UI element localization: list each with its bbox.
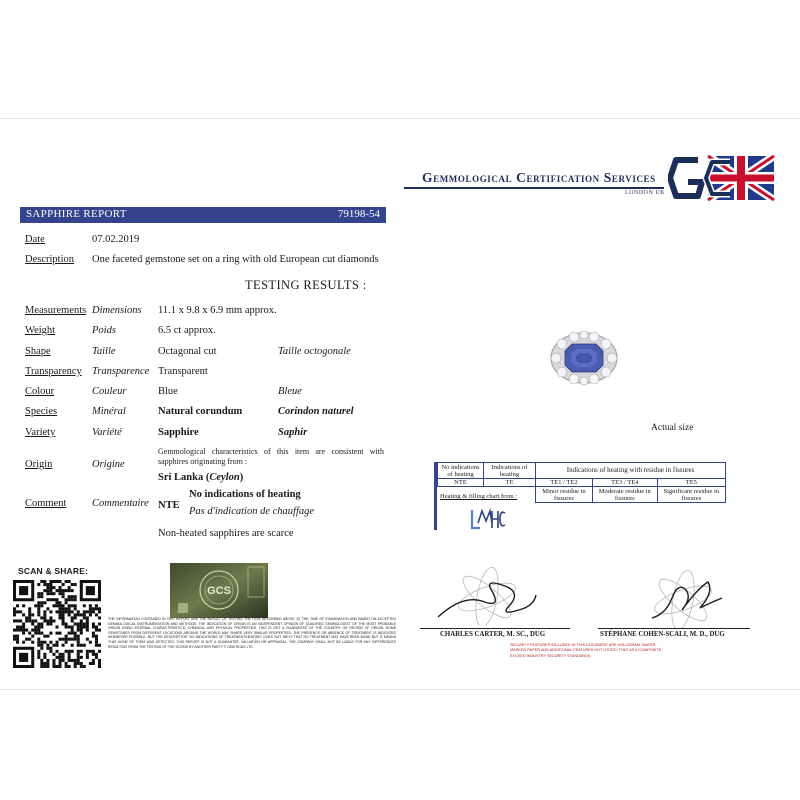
comment-label: Comment <box>25 498 67 509</box>
shape-label: Shape <box>25 346 51 357</box>
comment-value: No indications of heating <box>189 489 301 500</box>
colour-label-fr: Couleur <box>92 386 127 397</box>
comment-code: NTE <box>158 500 180 511</box>
species-value-fr: Corindon naturel <box>278 406 354 417</box>
species-label: Species <box>25 406 58 417</box>
heat-head-none: No indications of heating <box>438 463 484 479</box>
measurements-label: Measurements <box>25 305 87 316</box>
report-number: 79198-54 <box>337 208 380 220</box>
issuer-location: LONDON UK <box>625 190 665 196</box>
colour-value-fr: Bleue <box>278 386 302 397</box>
testing-results-heading: TESTING RESULTS : <box>245 278 367 292</box>
origin-country-line: Sri Lanka (Ceylon) <box>158 472 244 483</box>
heat-code-nte: NTE <box>438 479 484 487</box>
heat-code-te5: TE5 <box>657 479 725 487</box>
variety-label-fr: Variété <box>92 427 122 438</box>
variety-value-fr: Saphir <box>278 427 308 438</box>
signatory-left: CHARLES CARTER, M. SC., DUG <box>440 631 546 638</box>
origin-label: Origin <box>25 459 53 470</box>
comment-note: Non-heated sapphires are scarce <box>158 528 294 539</box>
heat-desc-significant: Significant residue in fissures <box>657 487 725 503</box>
variety-label: Variety <box>25 427 56 438</box>
hologram-text: GCS <box>207 585 231 597</box>
heat-head-residue: Indications of heating with residue in fissures <box>536 463 726 479</box>
origin-label-fr: Origine <box>92 459 125 470</box>
report-type: SAPPHIRE REPORT <box>26 208 127 220</box>
origin-country-alt: Ceylon <box>209 472 240 483</box>
signature-line-left <box>420 628 570 629</box>
comment-value-fr: Pas d'indication de chauffage <box>189 506 315 517</box>
shape-value-fr: Taille octogonale <box>278 346 351 357</box>
gcs-logo-union-flag <box>668 152 776 204</box>
description-value: One faceted gemstone set on a ring with old European cut diamonds <box>92 254 379 265</box>
heat-head-heated: Indications of heating <box>484 463 536 479</box>
variety-value: Sapphire <box>158 427 199 438</box>
colour-label: Colour <box>25 386 55 397</box>
report-header-bar <box>20 207 386 223</box>
heat-desc-minor: Minor residue in fissures <box>536 487 593 503</box>
transparency-label-fr: Transparence <box>92 366 150 377</box>
ring-photo-caption: Actual size <box>651 423 694 433</box>
signature-line-right <box>598 628 750 629</box>
heating-chart-source-label: Heating & filling chart from : <box>440 493 518 500</box>
description-label: Description <box>25 254 74 265</box>
colour-value: Blue <box>158 386 178 397</box>
date-label: Date <box>25 234 45 245</box>
shape-label-fr: Taille <box>92 346 116 357</box>
measurements-label-fr: Dimensions <box>92 305 142 316</box>
date-value: 07.02.2019 <box>92 234 140 245</box>
origin-statement: Gemmological characteristics of this item are consistent with sapphires originating from : <box>158 447 384 466</box>
heat-desc-moderate: Moderate residue in fissures <box>592 487 657 503</box>
origin-country: Sri Lanka <box>158 472 204 483</box>
weight-value: 6.5 ct approx. <box>158 325 216 336</box>
signatory-right: STÉPHANE COHEN-SCALI, M. D., DUG <box>600 631 725 638</box>
legal-disclaimer: THE INFORMATION CONTAINED IN THIS REPORT ARE THE RESULT OF TESTING THE ITEM DESCRIBED ABOVE, AT THE TIME OF EXAMINATION AND BASED ON ACCEPTED GEMMOLOGICAL INSTRUMENTATION AND METHODS. THE INDICATION OF ORIGIN IS AN INDEPENDENT OPINION OF QUALIFIED GEMMOLOGIST OF THE MOST PROBABLE ORIGIN USING INTERNAL CHARACTERISTICS, CHEMICAL AND PHYSICAL PROPERTIES. THIS IS NOT A GUARANTEE OF THE COUNTRY OR REGION OF ORIGIN. SOME GEMSTONES FROM DIFFERENT LOCATIONS AROUND THE WORLD MAY SHARE VERY SIMILAR PROPERTIES. THE PRESENCE OR ABSENCE OF TREATMENT IS INDICATED WHENEVER POSSIBLE, BUT THE DESCRIPTION "NO INDICATIONS OF TREATMENT/HEATING" DOES NOT IMPLY THAT NO TREATMENT MAY HAVE BEEN MADE BUT IT MEANS THAT NONE OF THEM WAS DETECTED. THIS REPORT IS NOT A GUARANTEE, VALUATION OR APPRAISAL. THE COMPANY SHALL NOT BE LIABLE FOR ANY DIFFERENCES RESULTING FROM THE TESTING OF THE GOODS BY ANOTHER PARTY © GEM ROAD LTD <box>108 617 396 649</box>
transparency-value: Transparent <box>158 366 208 377</box>
comment-label-fr: Commentaire <box>92 498 149 509</box>
security-features-note: SECURITY FEATURES INCLUDED IN THIS DOCUMENT ARE HOLOGRAM, WATER-MARKED PAPER AND ADDITIONAL FEATURES NOT LISTED, THAT AS A COMPOSITE, EXCEED INDUSTRY SECURITY STANDARDS. <box>510 643 663 658</box>
ring-photo <box>548 330 620 386</box>
heat-code-te3: TE3 / TE4 <box>592 479 657 487</box>
issuer-title: Gemmological Certification Services <box>422 170 656 185</box>
qr-label: SCAN & SHARE: <box>18 566 89 576</box>
signature-charles-carter <box>432 565 542 625</box>
signature-stephane-cohen-scali <box>638 568 728 628</box>
weight-label-fr: Poids <box>92 325 116 336</box>
header-rule <box>404 187 664 189</box>
shape-value: Octagonal cut <box>158 346 217 357</box>
weight-label: Weight <box>25 325 56 336</box>
species-value: Natural corundum <box>158 406 243 417</box>
heat-code-te: TE <box>484 479 536 487</box>
transparency-label: Transparency <box>25 366 82 377</box>
species-label-fr: Minéral <box>92 406 126 417</box>
hologram-seal <box>170 563 268 618</box>
heat-code-te1: TE1 / TE2 <box>536 479 593 487</box>
lmhc-logo <box>468 507 506 531</box>
qr-code[interactable] <box>13 580 101 668</box>
measurements-value: 11.1 x 9.8 x 6.9 mm approx. <box>158 305 277 316</box>
